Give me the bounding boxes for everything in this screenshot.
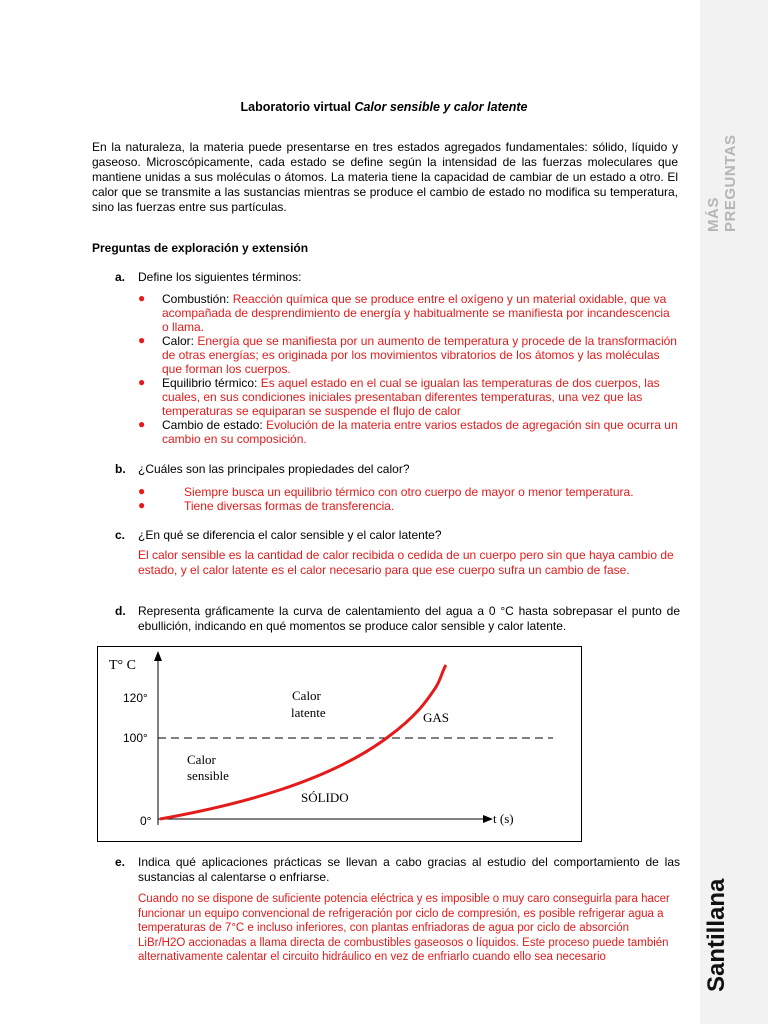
label-calor-latente-1: Calor: [292, 688, 321, 703]
question-text: Representa gráficamente la curva de calentamiento del agua a 0 °C hasta sobrepasar el punto de ebullición, indicando en qué momentos se produce calor sensible y calor latente.: [138, 604, 680, 633]
list-item: [138, 499, 678, 513]
definition: Evolución de la materia entre varios estados de agregación sin que ocurra un cambio en su composición.: [162, 418, 678, 446]
definition: Reacción química que se produce entre el oxígeno y un material oxidable, que va acompañada de desprendimiento de energía y habitualmente se manifiesta por incandescencia o llama.: [162, 292, 670, 334]
definition: Energía que se manifiesta por un aumento de temperatura y procede de la transformación de otras energías; es originada por los movimientos vibratorios de los átomos y las moléculas que forman los cuerpos.: [162, 334, 677, 376]
y-axis-arrow: [154, 651, 162, 661]
properties-list: [138, 485, 678, 513]
mas-preguntas-label: MÁS PREGUNTAS: [705, 134, 739, 232]
question-letter: a.: [115, 270, 126, 284]
bullet-icon: ●: [138, 333, 146, 347]
y-axis-label: T° C: [109, 658, 136, 673]
question-c: [115, 528, 680, 543]
question-e: [115, 855, 680, 885]
bullet-icon: ●: [138, 484, 146, 498]
question-d: [115, 604, 680, 634]
term: Combustión:: [162, 292, 233, 306]
list-item: [138, 485, 678, 499]
question-letter: d.: [115, 604, 126, 618]
question-a: [115, 270, 680, 285]
intro-paragraph: En la naturaleza, la materia puede presentarse en tres estados agregados fundamentales: sólido, líquido y gaseoso. Microscópicamente, cada estado se define según la intensidad de las fuerzas moleculares que mantiene unidas a sus moléculas o átomos. La materia tiene la capacidad de cambiar de un estado a otro. El calor que se transmite a las sustancias mientras se produce el cambio de estado no modifica su temperatura, sino las fuerzas entre sus partículas.: [92, 140, 678, 214]
x-axis-arrow: [483, 815, 493, 823]
answer-c: El calor sensible es la cantidad de calor recibida o cedida de un cuerpo pero sin que haya cambio de estado, y el calor latente es el calor necesario para que ese cuerpo sufra un cambio de fase.: [138, 548, 674, 577]
answer-e: Cuando no se dispone de suficiente potencia eléctrica y es imposible o muy caro conseguirla para hacer funcionar un equipo convencional de refrigeración por ciclo de compresión, es posible refrigerar agua a temperaturas de 7°C e incluso inferiores, con plantas enfriadoras de agua por ciclo de absorción LiBr/H2O accionadas a llama directa de combustibles gaseosos o líquidos. Este proceso puede también alternativamente calentar el circuito hidráulico en vez de enfriarlo cuando ello sea necesario: [138, 893, 670, 963]
term: Cambio de estado:: [162, 418, 267, 432]
tick-label-100: 100°: [123, 731, 148, 745]
property-text: Tiene diversas formas de transferencia.: [184, 499, 395, 513]
label-calor-sensible-1: Calor: [187, 752, 216, 767]
list-item: [138, 418, 678, 446]
tick-label-120: 120°: [123, 691, 148, 705]
label-gas: GAS: [423, 710, 450, 725]
label-calor-sensible-2: sensible: [187, 768, 229, 783]
question-b: [115, 462, 680, 477]
bullet-icon: ●: [138, 291, 146, 305]
list-item: [138, 334, 678, 376]
question-text: ¿En qué se diferencia el calor sensible y el calor latente?: [138, 528, 442, 542]
page-title: Laboratorio virtual Calor sensible y calor latente: [240, 100, 528, 114]
bullet-icon: ●: [138, 375, 146, 389]
list-item: [138, 376, 678, 418]
property-text: Siempre busca un equilibrio térmico con otro cuerpo de mayor o menor temperatura.: [184, 485, 634, 499]
question-text: ¿Cuáles son las principales propiedades del calor?: [138, 462, 410, 476]
x-axis-label: t (s): [493, 811, 514, 826]
question-letter: e.: [115, 855, 126, 869]
tick-label-0: 0°: [140, 814, 152, 828]
question-letter: c.: [115, 528, 126, 542]
heating-curve-svg: [98, 647, 583, 843]
heating-curve-chart: [97, 646, 582, 842]
bullet-icon: ●: [138, 417, 146, 431]
definitions-list: [138, 292, 678, 446]
brand-logo: Santillana: [703, 878, 730, 992]
definition: Es aquel estado en el cual se igualan las temperaturas de dos cuerpos, las cuales, en sus condiciones iniciales presentaban diferentes temperaturas, una vez que las temperaturas se equiparan se suspende el flujo de calor: [162, 376, 660, 418]
term: Calor:: [162, 334, 198, 348]
bullet-icon: ●: [138, 498, 146, 512]
section-title: Preguntas de exploración y extensión: [92, 241, 309, 255]
term: Equilibrio térmico:: [162, 376, 261, 390]
label-calor-latente-2: latente: [291, 705, 326, 720]
label-solido: SÓLIDO: [301, 790, 349, 805]
list-item: [138, 292, 678, 334]
question-text: Define los siguientes términos:: [138, 270, 302, 284]
question-text: Indica qué aplicaciones prácticas se llevan a cabo gracias al estudio del comportamiento de las sustancias al calentarse o enfriarse.: [138, 855, 680, 884]
question-letter: b.: [115, 462, 126, 476]
